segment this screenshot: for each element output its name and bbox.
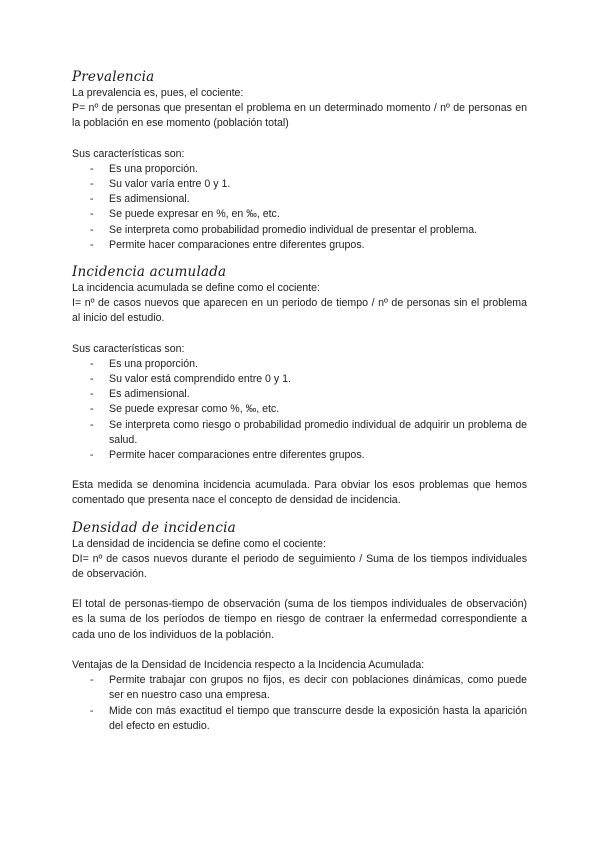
incidencia-features-title: Sus características son: [72, 342, 185, 355]
heading-incidencia-acumulada: Incidencia acumulada [72, 264, 227, 281]
list-item: - Es una proporción. [72, 162, 527, 177]
bullet-dash: - [90, 223, 94, 236]
incidencia-formula: I= nº de casos nuevos que aparecen en un periodo de tiempo / nº de personas sin el problema al inicio del estudio. [72, 297, 527, 325]
densidad-intro: La densidad de incidencia se define como el cociente: [72, 537, 326, 550]
bullet-dash: - [90, 208, 94, 221]
densidad-advantages-title: Ventajas de la Densidad de Incidencia respecto a la Incidencia Acumulada: [72, 658, 425, 671]
bullet-dash: - [90, 373, 94, 386]
bullet-dash: - [90, 388, 94, 401]
list-item: - Se puede expresar como %, ‰, etc. [72, 402, 527, 417]
list-item: - Permite hacer comparaciones entre diferentes grupos. [72, 448, 527, 463]
list-item: - Mide con más exactitud el tiempo que transcurre desde la exposición hasta la aparición del efecto en estudio. [90, 704, 527, 732]
densidad-advantages-list [72, 673, 527, 734]
list-item: - Se interpreta como riesgo o probabilidad promedio individual de adquirir un problema de salud. [90, 418, 527, 446]
list-item: - Permite hacer comparaciones entre diferentes grupos. [72, 238, 527, 253]
bullet-dash: - [90, 449, 94, 462]
list-item: - Permite trabajar con grupos no fijos, es decir con poblaciones dinámicas, como puede ser en nuestro caso una empresa. [90, 674, 527, 702]
list-item: - Es una proporción. [72, 357, 527, 372]
bullet-dash: - [90, 238, 94, 251]
list-item: - Es adimensional. [72, 387, 527, 402]
bullet-dash: - [90, 357, 94, 370]
heading-densidad-incidencia: Densidad de incidencia [72, 519, 236, 536]
bullet-dash: - [90, 162, 94, 175]
incidencia-intro: La incidencia acumulada se define como el cociente: [72, 282, 320, 295]
bullet-dash: - [90, 403, 94, 416]
densidad-paragraph: El total de personas-tiempo de observación (suma de los tiempos individuales de observación) es la suma de los períodos de tiempo en riesgo de contraer la enfermedad correspondiente a cada uno de los individuos de la población. [72, 598, 527, 641]
densidad-formula: DI= nº de casos nuevos durante el periodo de seguimiento / Suma de los tiempos individuales de observación. [72, 552, 527, 581]
list-item: - Su valor está comprendido entre 0 y 1. [72, 372, 527, 387]
heading-prevalencia: Prevalencia [72, 69, 155, 85]
prevalencia-intro: La prevalencia es, pues, el cociente: [72, 87, 244, 99]
prevalencia-features-list [72, 162, 527, 253]
incidencia-features-list [72, 357, 527, 463]
document-content [72, 68, 527, 734]
list-item: - Se interpreta como probabilidad promedio individual de presentar el problema. [72, 223, 527, 238]
bullet-dash: - [90, 178, 94, 191]
list-item: - Es adimensional. [72, 192, 527, 207]
incidencia-closing: Esta medida se denomina incidencia acumulada. Para obviar los esos problemas que hemos comentado que presenta nace el concepto de densidad de incidencia. [72, 479, 527, 507]
prevalencia-formula: P= nº de personas que presentan el problema en un determinado momento / nº de personas en la población en ese momento (población total) [72, 102, 527, 130]
list-item: - Se puede expresar en %, en ‰, etc. [72, 207, 527, 222]
bullet-dash: - [90, 193, 94, 206]
prevalencia-features-title: Sus características son: [72, 147, 185, 160]
bullet-dash: - [90, 704, 94, 717]
bullet-dash: - [90, 418, 94, 431]
list-item: - Su valor varía entre 0 y 1. [72, 177, 527, 192]
bullet-dash: - [90, 674, 94, 687]
